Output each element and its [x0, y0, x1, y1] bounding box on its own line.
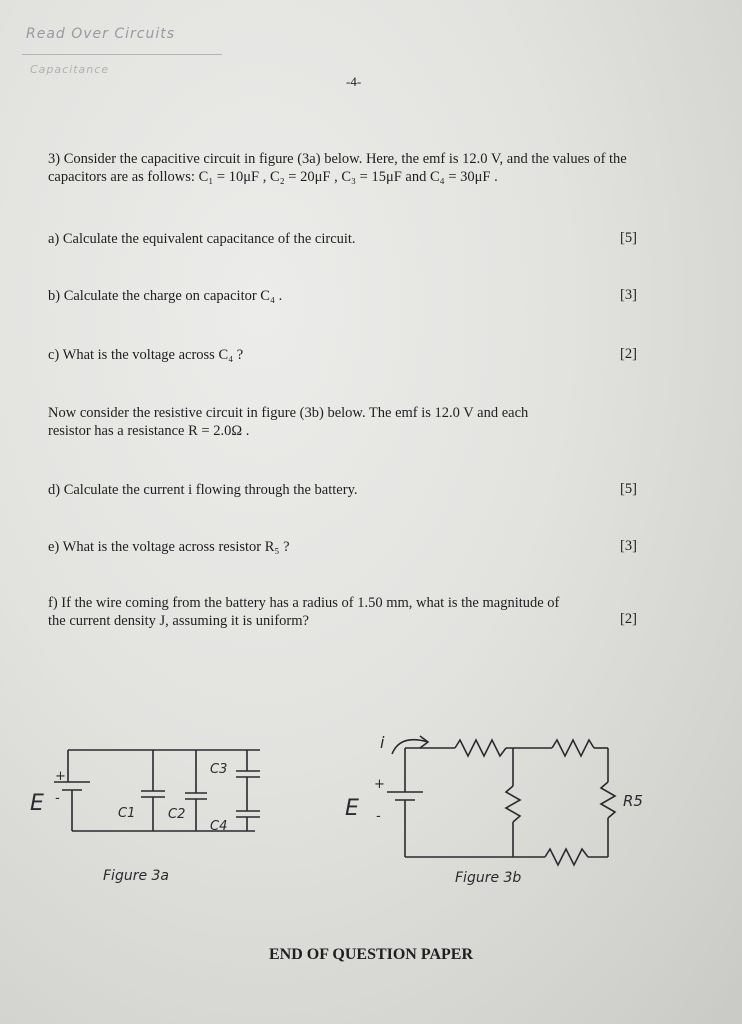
figure-3a-circuit: [0, 740, 300, 860]
fig-a-label-c2: C2: [168, 807, 186, 822]
question-part-d: d) Calculate the current i flowing through the battery.: [48, 482, 358, 498]
question-part-c: c) What is the voltage across C₄ ?: [48, 347, 244, 363]
handwritten-note-title: Read Over Circuits: [26, 26, 176, 42]
question-3-intro: 3) Consider the capacitive circuit in figure (3a) below. Here, the emf is 12.0 V, and the values of the capacitors are as follows: C₁ = 10μF , C₂ = 20μF , C₃ = 15μF and C₄ = 30μF .: [48, 151, 627, 185]
fig-b-emf-label: E: [345, 796, 359, 821]
marks-part-e: [3]: [620, 538, 637, 554]
question-part-b: b) Calculate the charge on capacitor C₄ .: [48, 288, 283, 304]
fig-b-current-label: i: [380, 733, 385, 752]
question-part-f: f) If the wire coming from the battery has a radius of 1.50 mm, what is the magnitude of the current density J, assuming it is uniform?: [48, 595, 560, 629]
fig-a-label-c3: C3: [210, 762, 228, 777]
fig-b-label-r5: R5: [623, 792, 643, 810]
fig-a-label-c1: C1: [118, 806, 136, 821]
marks-part-b: [3]: [620, 287, 637, 303]
marks-part-a: [5]: [620, 230, 637, 246]
marks-part-d: [5]: [620, 481, 637, 497]
fig-a-plus-sign: +: [55, 769, 66, 784]
fig-a-minus-sign: -: [55, 791, 60, 806]
end-of-paper-text: END OF QUESTION PAPER: [268, 946, 473, 963]
pencil-underline: [22, 54, 222, 55]
fig-b-minus-sign: -: [376, 809, 381, 824]
marks-part-f: [2]: [620, 611, 637, 627]
question-part-a: a) Calculate the equivalent capacitance of the circuit.: [48, 231, 356, 247]
figure-3b-circuit: [330, 720, 660, 870]
fig-b-plus-sign: +: [374, 777, 385, 792]
figure-3b-caption: Figure 3b: [455, 870, 522, 886]
fig-a-emf-label: E: [30, 791, 44, 816]
handwritten-note-subtitle: Capacitance: [30, 63, 110, 76]
page-number: -4-: [346, 74, 362, 89]
marks-part-c: [2]: [620, 346, 637, 362]
figure-3a-caption: Figure 3a: [103, 868, 170, 884]
resistive-circuit-intro: Now consider the resistive circuit in figure (3b) below. The emf is 12.0 V and each resistor has a resistance R = 2.0Ω .: [48, 405, 529, 439]
fig-a-label-c4: C4: [210, 819, 228, 834]
question-part-e: e) What is the voltage across resistor R₅ ?: [48, 539, 290, 555]
